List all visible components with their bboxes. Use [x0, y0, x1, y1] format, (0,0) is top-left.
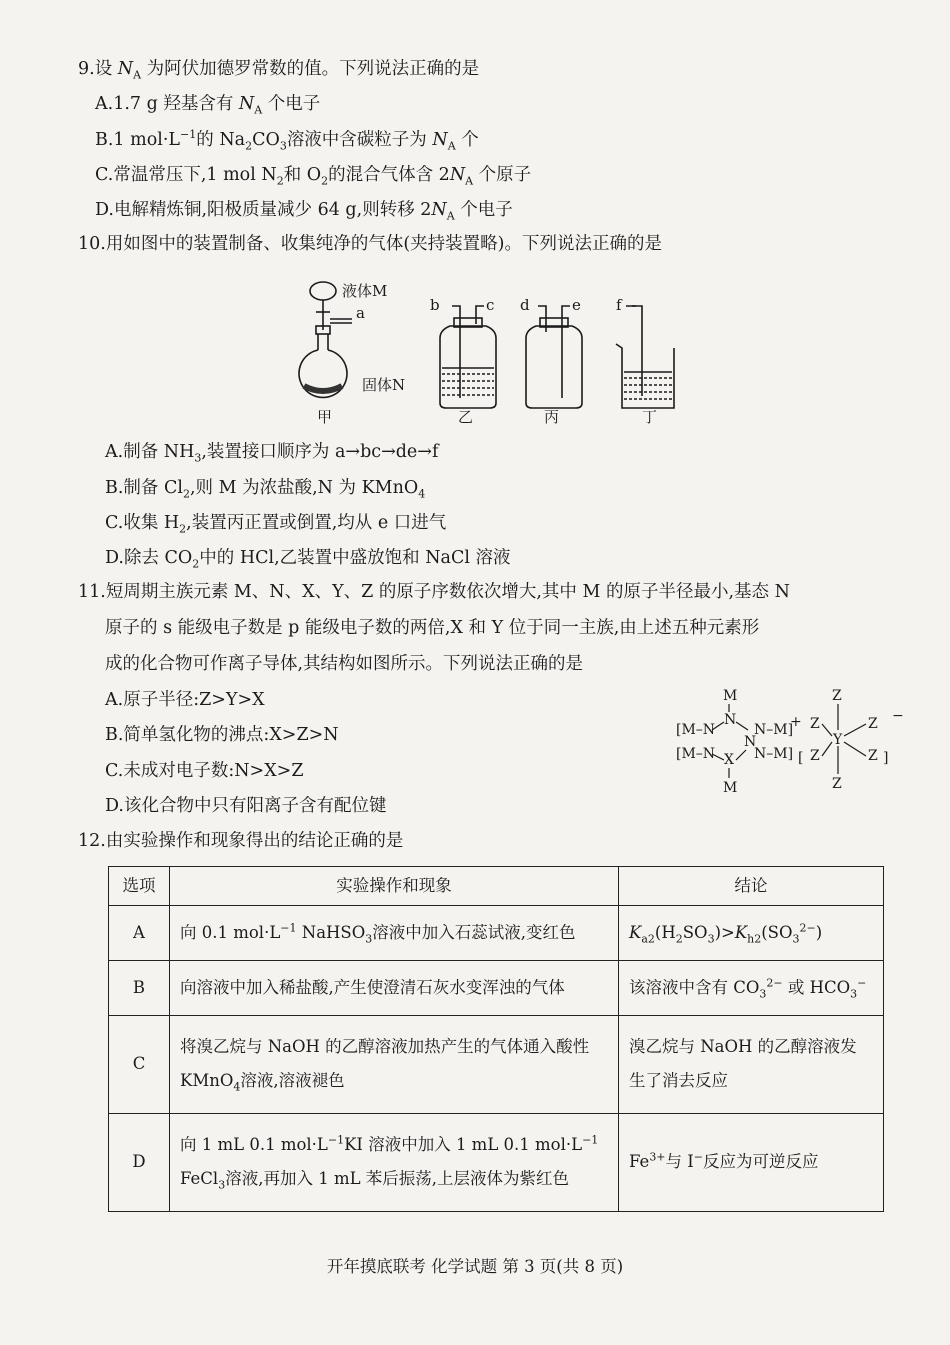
experiment-table [108, 866, 884, 1212]
q10-option-c: C.收集 $H_2$,装置丙正置或倒置,均从 e 口进气 [105, 513, 447, 536]
struct-cation-right2: N–M] [754, 746, 794, 762]
q10-stem: 10.用如图中的装置制备、收集纯净的气体(夹持装置略)。下列说法正确的是 [78, 234, 662, 254]
q9-stem: 9.设 $N_A$ 为阿伏加德罗常数的值。下列说法正确的是 [78, 59, 480, 82]
apparatus-bing [520, 296, 582, 426]
struct-m-top: M [723, 688, 738, 704]
ionic-structure-figure [668, 684, 904, 812]
struct-x: X [724, 752, 734, 768]
row-c-operation: 将溴乙烷与 NaOH 的乙醇溶液加热产生的气体通入酸性 KMnO$_4$溶液,溶液褪色 [170, 1015, 619, 1113]
apparatus-yi [430, 296, 496, 426]
struct-cation-left1: [M–N [676, 722, 716, 738]
struct-z-bottom: Z [832, 776, 842, 792]
q11-stem-line3: 成的化合物可作离子导体,其结构如图所示。下列说法正确的是 [105, 654, 584, 674]
row-b-option: B [109, 960, 170, 1015]
table-row-d [109, 1113, 884, 1211]
row-d-conclusion: $Fe^{3+}$与 I−反应为可逆反应 [619, 1113, 884, 1211]
row-d-option: D [109, 1113, 170, 1211]
label-b: b [430, 296, 440, 314]
struct-y: Y [833, 732, 843, 748]
row-b-conclusion: 该溶液中含有 $CO_3^{2-}$ 或 $HCO_3^-$ [619, 960, 884, 1015]
struct-z-right2: Z [868, 748, 878, 764]
table-row-c [109, 1015, 884, 1113]
row-a-operation: 向 0.1 $mol\cdot L^{-1}$ NaHSO$_3$溶液中加入石蕊试液,变红色 [170, 906, 619, 961]
cation [676, 688, 802, 796]
q11-option-d: D.该化合物中只有阳离子含有配位键 [105, 796, 387, 816]
struct-z-right1: Z [868, 716, 878, 732]
q11-option-b: B.简单氢化物的沸点:X>Z>N [105, 725, 339, 745]
label-liquid-m: 液体M [342, 282, 388, 300]
header-operation: 实验操作和现象 [170, 867, 619, 906]
row-b-operation: 向溶液中加入稀盐酸,产生使澄清石灰水变浑浊的气体 [170, 960, 619, 1015]
struct-cation-left2: [M–N [676, 746, 716, 762]
q11-stem-line2: 原子的 s 能级电子数是 p 能级电子数的两倍,X 和 Y 位于同一主族,由上述五种元素形 [105, 618, 760, 638]
struct-cation-right1: N–M] [754, 722, 794, 738]
table-row-b [109, 960, 884, 1015]
table-header-row [109, 867, 884, 906]
struct-anion-lbracket: [ [798, 750, 804, 766]
page-footer: 开年摸底联考 化学试题 第 3 页(共 8 页) [326, 1257, 624, 1276]
row-c-conclusion: 溴乙烷与 NaOH 的乙醇溶液发生了消去反应 [619, 1015, 884, 1113]
struct-n-mid: N [744, 734, 757, 750]
row-a-conclusion: $K_{a2}(H_2SO_3)>K_{h2}(SO_3^{2-})$ [619, 906, 884, 961]
row-d-operation: 向 1 mL 0.1 $mol\cdot L^{-1}KI$ 溶液中加入 1 mL 0.1 $mol\cdot L^{-1}$ FeCl$_3$溶液,再加入 1 mL 苯后振荡,上层液体为紫红色 [170, 1113, 619, 1211]
struct-z-left2: Z [810, 748, 820, 764]
struct-z-left1: Z [810, 716, 820, 732]
header-conclusion: 结论 [619, 867, 884, 906]
label-solid-n: 固体N [362, 376, 406, 394]
q9-option-b: B.1 $mol\cdot L^{-1}$的 $Na_2CO_3$溶液中含碳粒子为 $N_A$ 个 [95, 128, 479, 153]
label-d: d [520, 296, 530, 314]
row-c-option: C [109, 1015, 170, 1113]
label-bing: 丙 [544, 408, 560, 426]
apparatus-figure [290, 268, 690, 428]
struct-anion-rbracket: ] [883, 750, 889, 766]
row-a-option: A [109, 906, 170, 961]
q11-option-a: A.原子半径:Z>Y>X [105, 690, 265, 710]
header-option: 选项 [109, 867, 170, 906]
anion [798, 688, 904, 792]
label-f: f [616, 296, 622, 314]
label-a: a [356, 304, 365, 322]
label-yi: 乙 [458, 408, 474, 426]
q11-stem-line1: 11.短周期主族元素 M、N、X、Y、Z 的原子序数依次增大,其中 M 的原子半径最小,基态 N [78, 582, 790, 602]
q12-stem: 12.由实验操作和现象得出的结论正确的是 [78, 831, 404, 851]
q10-option-d: D.除去 $CO_2$中的 HCl,乙装置中盛放饱和 NaCl 溶液 [105, 548, 511, 571]
label-e: e [572, 296, 581, 314]
label-ding: 丁 [642, 408, 658, 426]
q9-option-c: C.常温常压下,1 mol $N_2$和 $O_2$的混合气体含 $2N_A$ 个原子 [95, 165, 532, 188]
q11-option-c: C.未成对电子数:N>X>Z [105, 761, 304, 781]
apparatus-ding [616, 296, 674, 426]
label-jia: 甲 [317, 408, 333, 426]
table-row-a [109, 906, 884, 961]
label-c: c [486, 296, 495, 314]
struct-m-bottom: M [723, 780, 738, 796]
q9-option-a: A.1.7 g 羟基含有 $N_A$ 个电子 [95, 94, 321, 117]
struct-z-top: Z [832, 688, 842, 704]
struct-minus: − [892, 708, 904, 724]
struct-plus: + [790, 714, 802, 730]
struct-n-top: N [724, 712, 737, 728]
q9-option-d: D.电解精炼铜,阳极质量减少 64 g,则转移 $2N_A$ 个电子 [95, 200, 513, 223]
q10-option-a: A.制备 $NH_3$,装置接口顺序为 a→bc→de→f [105, 442, 439, 465]
apparatus-jia [299, 282, 405, 426]
q10-option-b: B.制备 $Cl_2$,则 M 为浓盐酸,N 为 KMnO$_4$ [105, 478, 426, 501]
